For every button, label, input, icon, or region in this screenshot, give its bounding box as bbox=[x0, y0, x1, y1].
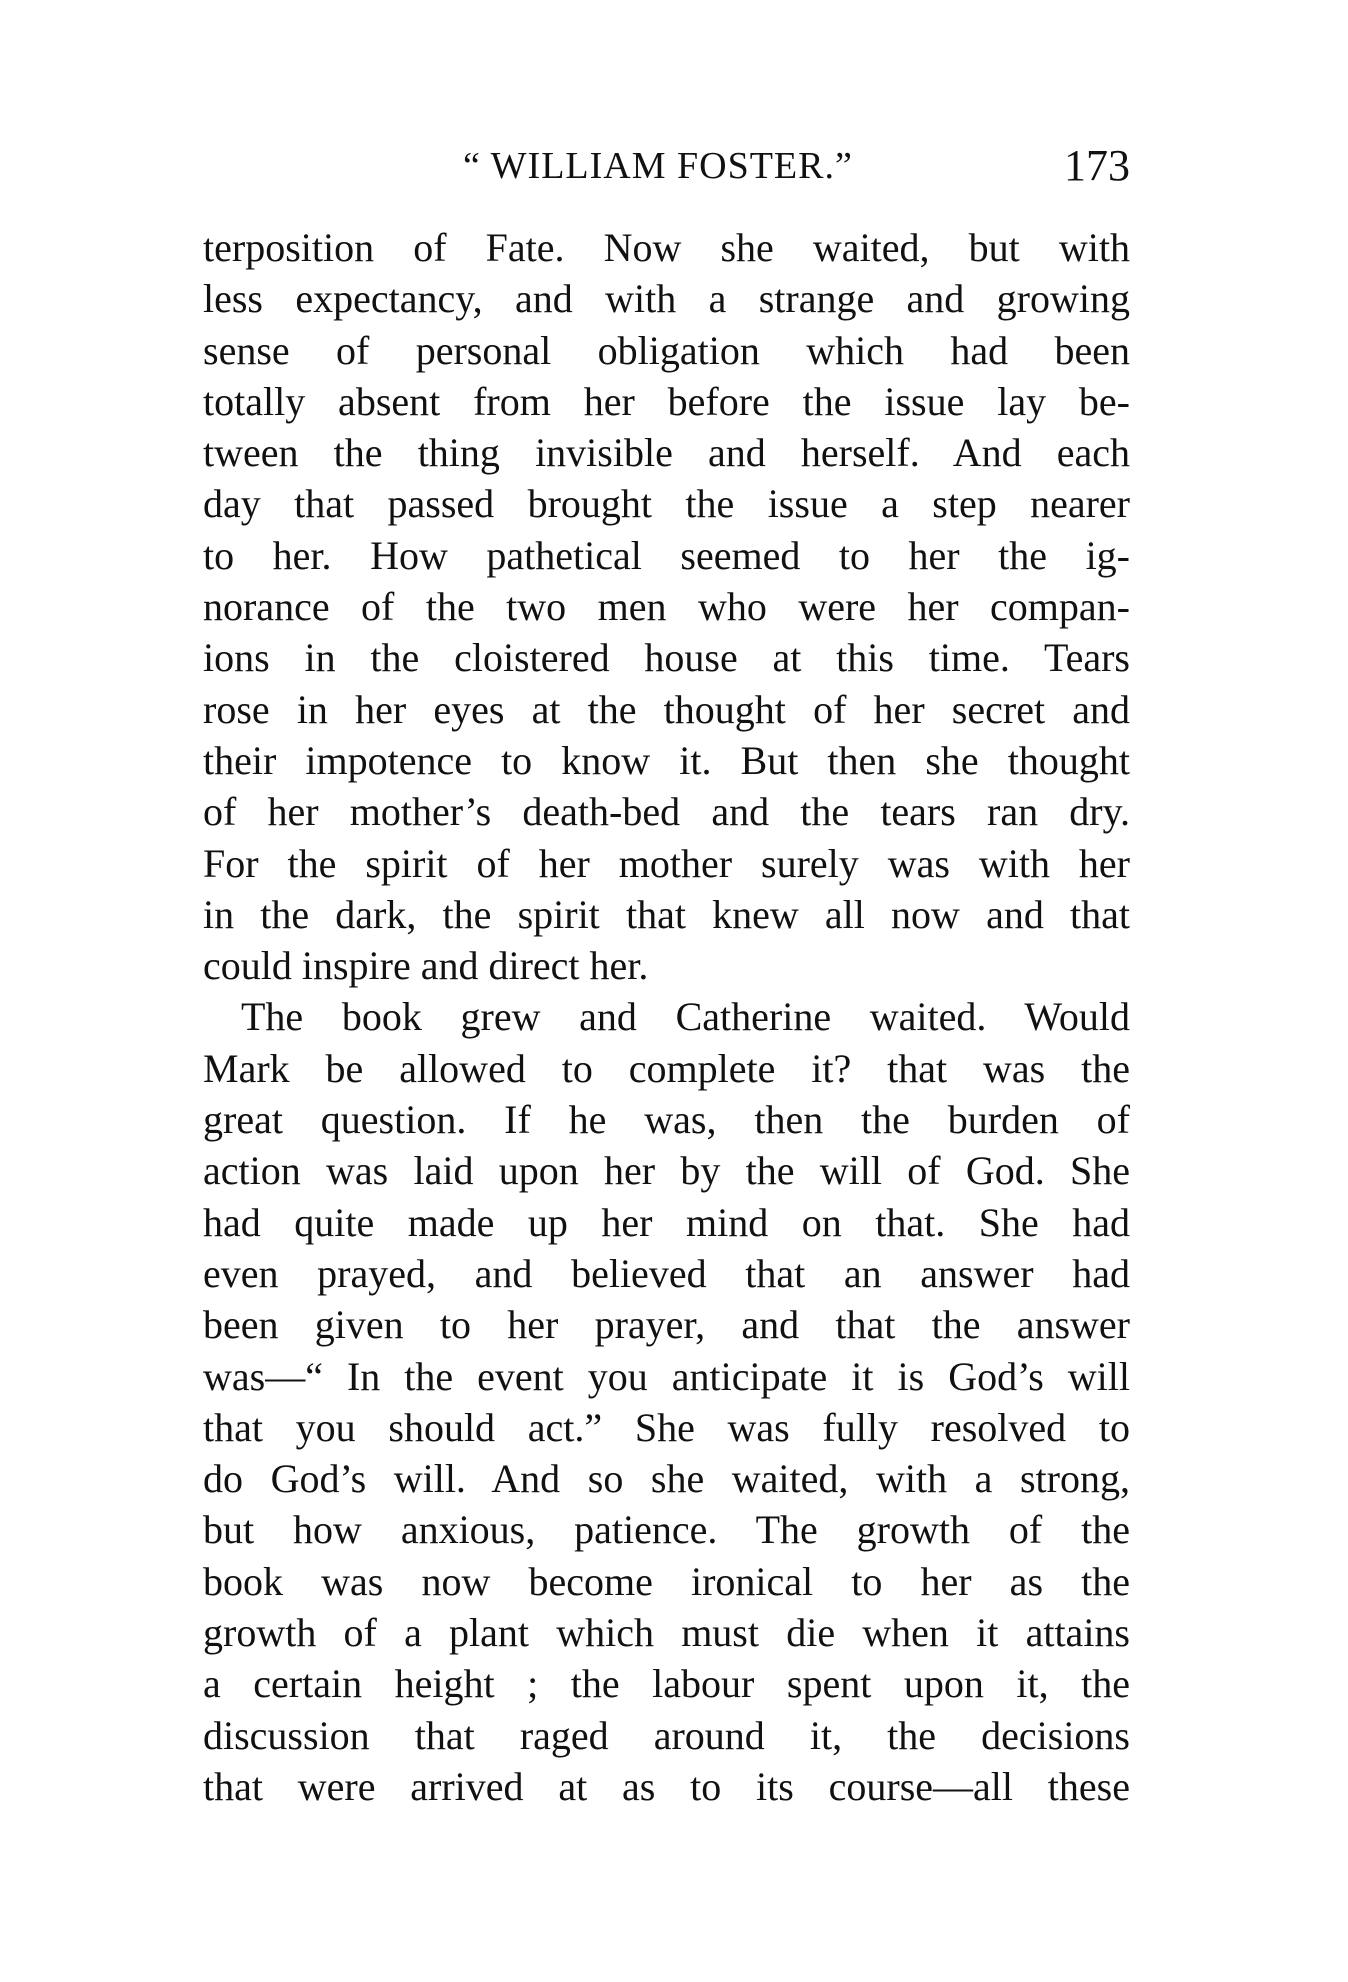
text-line: do God’s will. And so she waited, with a strong, bbox=[203, 1456, 1130, 1502]
text-line: even prayed, and believed that an answer had bbox=[203, 1250, 1130, 1296]
page-header bbox=[205, 140, 1130, 196]
text-line: in the dark, the spirit that knew all now and that bbox=[203, 891, 1130, 937]
text-line: could inspire and direct her. bbox=[203, 943, 649, 989]
running-title: “ WILLIAM FOSTER.” bbox=[463, 145, 853, 187]
text-line: sense of personal obligation which had been bbox=[203, 327, 1130, 373]
text-line: was—“ In the event you anticipate it is God’s will bbox=[203, 1353, 1130, 1399]
text-line: ions in the cloistered house at this time. Tears bbox=[203, 635, 1130, 681]
page-number: 173 bbox=[1064, 141, 1130, 190]
text-line: of her mother’s death-bed and the tears ran dry. bbox=[203, 789, 1130, 835]
text-line: had quite made up her mind on that. She had bbox=[203, 1199, 1130, 1245]
text-line: growth of a plant which must die when it attains bbox=[203, 1610, 1130, 1656]
text-line: a certain height ; the labour spent upon it, the bbox=[203, 1661, 1130, 1707]
text-line: rose in her eyes at the thought of her secret and bbox=[203, 686, 1130, 732]
text-line: less expectancy, and with a strange and growing bbox=[203, 276, 1130, 322]
text-line: discussion that raged around it, the decisions bbox=[203, 1712, 1130, 1758]
text-line: totally absent from her before the issue lay be- bbox=[203, 378, 1130, 424]
text-line: The book grew and Catherine waited. Would bbox=[241, 994, 1130, 1040]
text-line: been given to her prayer, and that the answer bbox=[203, 1302, 1130, 1348]
text-line: great question. If he was, then the burden of bbox=[203, 1097, 1130, 1143]
text-line: norance of the two men who were her compan- bbox=[203, 584, 1130, 630]
text-line: For the spirit of her mother surely was with her bbox=[203, 840, 1130, 886]
text-line: that were arrived at as to its course—all these bbox=[203, 1763, 1130, 1809]
text-line: Mark be allowed to complete it? that was the bbox=[203, 1045, 1130, 1091]
text-line: day that passed brought the issue a step nearer bbox=[203, 481, 1130, 527]
text-line: to her. How pathetical seemed to her the ig- bbox=[203, 532, 1130, 578]
text-line: book was now become ironical to her as the bbox=[203, 1558, 1130, 1604]
text-line: but how anxious, patience. The growth of the bbox=[203, 1507, 1130, 1553]
text-line: that you should act.” She was fully resolved to bbox=[203, 1404, 1130, 1450]
text-line: terposition of Fate. Now she waited, but with bbox=[203, 225, 1130, 270]
text-line: their impotence to know it. But then she thought bbox=[203, 737, 1130, 783]
page-body bbox=[203, 222, 1130, 1812]
text-line: action was laid upon her by the will of God. She bbox=[203, 1148, 1130, 1194]
text-line: tween the thing invisible and herself. And each bbox=[203, 430, 1130, 476]
